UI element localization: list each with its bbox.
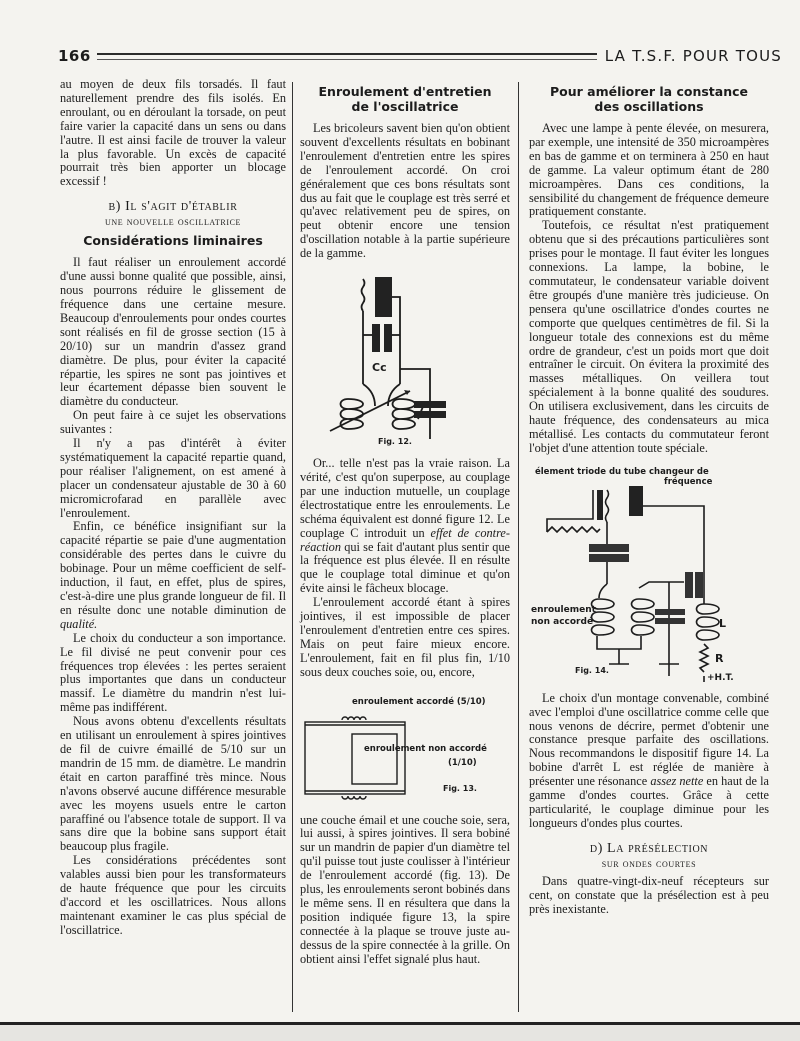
paragraph-text: qui se fait d'autant plus sentir que la fréquence est plus élevée. Il en résulte que le couplage total diminue et qu'on évite ainsi le fâcheux blocage. [300,539,510,596]
coil-turns-bottom [342,796,366,799]
paragraph: L'enroulement accordé étant à spires jointives, il est impossible de placer l'enroulement d'entretien entre ces spires. Mais on peut faire mieux encore. L'enroulement, fait en fil plus fin, 1/10 sous deux couches soie, ou, encore, [300,595,510,679]
plate-electrode [375,277,392,317]
coil-turns-top [342,717,366,720]
right-column [529,78,769,917]
paragraph-text: Or... telle n'est pas la vraie raison. La vérité, c'est qu'on superpose, au couplage par une induction mutuelle, un couplage électrostatique entre les enroulements. Le schéma équivalent est donné figure 12. Le couplage C introduit un [300,456,510,540]
paragraph: Il n'y a pas d'intérêt à éviter systématiquement la capacité repartie quand, pour réaliser l'alignement, on est amené à placer un condensateur ajustable de 30 à 60 micromicrofarad en parallèle avec l'enroulement. [60,436,286,520]
paragraph: Toutefois, ce résultat n'est pratiquement obtenu que si des précautions particulières sont prises pour le montage. Il faut éviter les longues connexions. La lampe, la bobine, le commutateur, le condensateur variable doivent être groupés d'une manière très judicieuse. On pensera qu'une oscillatrice d'ondes courtes ne comporte que quelques centimètres de fil. Si la longueur totale des connexions est du même ordre de grandeur, c'est un poids mort que doit entraîner le circuit. On évitera la proximité des masses métalliques. On veillera tout spécialement à la bonne qualité des soudures. On utilisera exclusivement, dans les circuits de haute fréquence, des condensateurs au mica métallisé. Les contacts du commutateur feront l'objet d'une attention toute spéciale. [529,218,769,455]
figure-14-schematic [529,464,769,684]
winding-label-line2: non accordé [531,616,594,627]
paragraph: Le choix du conducteur a son importance. Le fil divisé ne peut convenir pour ces fréquences trop élevées : les pertes seraient plus importantes que dans un conducteur massif. Le diamètre du mandrin n'est lui-même pas indifférent. [60,630,286,715]
paragraph-text: Enfin, ce bénéfice insignifiant sur la capacité répartie se paie d'une augmentation considérable des pertes dans le cuivre du bobinage. Pour un même coefficient de self-induction, il faut, en effet, plus de spires, c'est-à-dire une plus grande longueur de fil. Il en résulte donc une notable diminution de [60,519,286,617]
choke-coil-L [697,604,720,640]
journal-title: LA T.S.F. POUR TOUS [604,47,782,65]
winding-label-line1: enroulement [531,604,596,615]
resistor-R [700,644,708,672]
wire [597,636,641,649]
wire [639,582,684,588]
capacitor-plate [589,544,629,552]
plate-electrode [629,486,643,516]
paragraph: une couche émail et une couche soie, sera, lui aussi, à spires jointives. Il sera bobiné sur un mandrin de papier d'un diamètre tel qu'il puisse tout juste coulisser à l'intérieur de l'enroulement accordé (fig. 13). De plus, les enroulements seront bobinés dans le même sens. Il en résultera que dans la position indiquée figure 13, la spire connectée à la plaque se trouve juste au-dessus de la spire connectée à la grille. On obtient ainsi l'effet signalé plus haut. [300,812,510,966]
variable-capacitor-plate [655,609,685,615]
variable-capacitor-plate [655,618,685,624]
paragraph: Avec une lampe à pente élevée, on mesurera, par exemple, une intensité de 350 microampères en bas de gamme et on terminera à 250 en haut de gamme. La valeur optimum étant de 280 microampères. Dans ces conditions, la sensibilité du changement de fréquence demeure pratiquement constante. [529,121,769,219]
section-b-heading [60,199,286,229]
section-heading [300,84,510,114]
paragraph [529,692,769,831]
heading-line2: des oscillations [594,99,704,114]
heading-line1: Pour améliorer la constance [549,84,749,99]
variable-capacitor-plate [414,401,446,408]
cathode-wire [547,490,593,532]
tuned-coil [632,599,655,635]
inner-form [352,734,397,784]
page-header [58,46,782,66]
ht-label: +H.T. [707,672,734,683]
tuned-winding-label: enroulement accordé (5/10) [352,696,486,707]
header-rule [97,53,597,60]
column-divider [518,82,519,1012]
heading-line2: de l'oscillatrice [351,99,459,114]
section-b-line2: une nouvelle oscillatrice [104,214,242,229]
figure-caption: Fig. 14. [575,665,609,675]
paragraph-text: Le choix d'un montage convenable, combiné avec l'emploi d'une oscillatrice comme celle que nous venons de décrire, permet d'obtenir une constance presque parfaite des oscillations. Nous recommandons le dispositif figure 14. La bobine d'arrêt L est réglée de manière à présenter une résonance [529,690,769,789]
grid [606,490,609,522]
section-heading [529,84,769,114]
page-bottom-strip [0,1025,800,1041]
paragraph: On peut faire à ce sujet les observations suivantes : [60,408,286,437]
figure-caption: Fig. 12. [378,437,412,447]
italic-phrase: effet de contre-réaction [300,525,510,554]
grid-leak-resistor [547,527,600,532]
cathode-electrode [597,490,603,520]
left-column [60,78,286,938]
resistor-label: R [715,651,724,665]
wire [392,297,400,384]
capacitor-plate [589,554,629,562]
coil-right [393,399,416,429]
section-d-line1: d) La présélection [589,840,709,856]
capacitor-plate [372,324,380,352]
figure-14 [529,464,769,684]
untuned-winding-label: enroulement non accordé [364,743,487,754]
heading-line1: Enroulement d'entretien [318,84,492,99]
column-divider [292,82,293,1012]
outer-form [305,722,405,794]
figure-caption: Fig. 13. [443,783,477,793]
paragraph: Dans quatre-vingt-dix-neuf récepteurs sur cent, on constate que la présélection est à peu près inexistante. [529,873,769,916]
paragraph [300,457,510,596]
figure-12 [300,269,510,449]
italic-word: qualité. [60,616,98,631]
wire [363,384,400,406]
choke-label: L [719,616,727,630]
paragraph: Les considérations précédentes sont valables aussi bien pour les transformateurs de haute fréquence que pour les circuits d'accord et les oscillatrices. Nous allons maintenant examiner le cas plus spécial de l'oscillatrice. [60,853,286,937]
grid-lead [362,279,365,311]
figure-12-schematic [300,269,510,439]
paragraph: Il faut réaliser un enroulement accordé d'une aussi bonne qualité que possible, ainsi, nous pourrons réduire le glissement de fréquence dans une certaine mesure. Beaucoup d'enroulements pour ondes courtes sont réalisés en fil de grosse section (15 à 20/10) sur un mandrin d'assez grand diamètre. De plus, pour éviter la capacité répartie, les spires ne sont pas jointives et leur écartement dépasse bien souvent le diamètre du conducteur. [60,255,286,409]
paragraph [60,520,286,631]
coupling-capacitor-plate [685,572,693,598]
untuned-gauge-label: (1/10) [448,757,477,768]
paragraph: au moyen de deux fils torsadés. Il faut naturellement prendre des fils isolés. En enroulant, ou en déroulant la torsade, on peut faire varier la capacité dans un sens ou dans l'autre. Il est ainsi facile de trouver la valeur la plus favorable. Un excès de capacité pourrait très bien apporter un blocage excessif ! [60,77,286,189]
paragraph: Nous avons obtenu d'excellents résultats en utilisant un enroulement à spires jointives de fil de cuivre émaillé de 5/10 sur un mandrin de 15 mm. de diamètre. Le mandrin était en carton paraffiné très mince. Nous n'avons observé aucune différence mesurable avec les moyens usuels entre le carton paraffiné ou l'absence totale de support. Il va sans dire que la bobine sans support était beaucoup plus fragile. [60,714,286,854]
capacitor-label: Cc [372,361,387,375]
triode-label: élement triode du tube changeur de [535,466,709,477]
section-d-heading [529,841,769,871]
coupling-capacitor-plate [695,572,703,598]
paragraph-text: en haut de la gamme d'ondes courtes. Grâce à cette particularité, le couplage diminue pour les longueurs d'ondes plus courtes. [529,774,770,830]
capacitor-plate [384,324,392,352]
plate-wire [637,506,704,586]
section-d-line2: sur ondes courtes [601,855,697,870]
paragraph: Les bricoleurs savent bien qu'on obtient souvent d'excellents résultats en bobinant l'enroulement d'entretien entre les spires de l'enroulement accordé. On croi généralement que ces bons résultats sont dus au fait que le couplage est très serré et qu'avec relativement peu de spires, on peut obtenir encore une tension d'oscillation notable à la partie supérieure de la gamme. [300,121,510,261]
figure-13 [300,688,510,806]
section-heading: Considérations liminaires [83,233,263,249]
italic-phrase: assez nette [650,774,704,789]
frequency-label: fréquence [664,476,713,487]
middle-column [300,78,510,967]
section-b-line1: b) Il s'agit d'établir [108,199,238,215]
variable-capacitor-plate [414,411,446,418]
page-number: 166 [58,47,91,65]
